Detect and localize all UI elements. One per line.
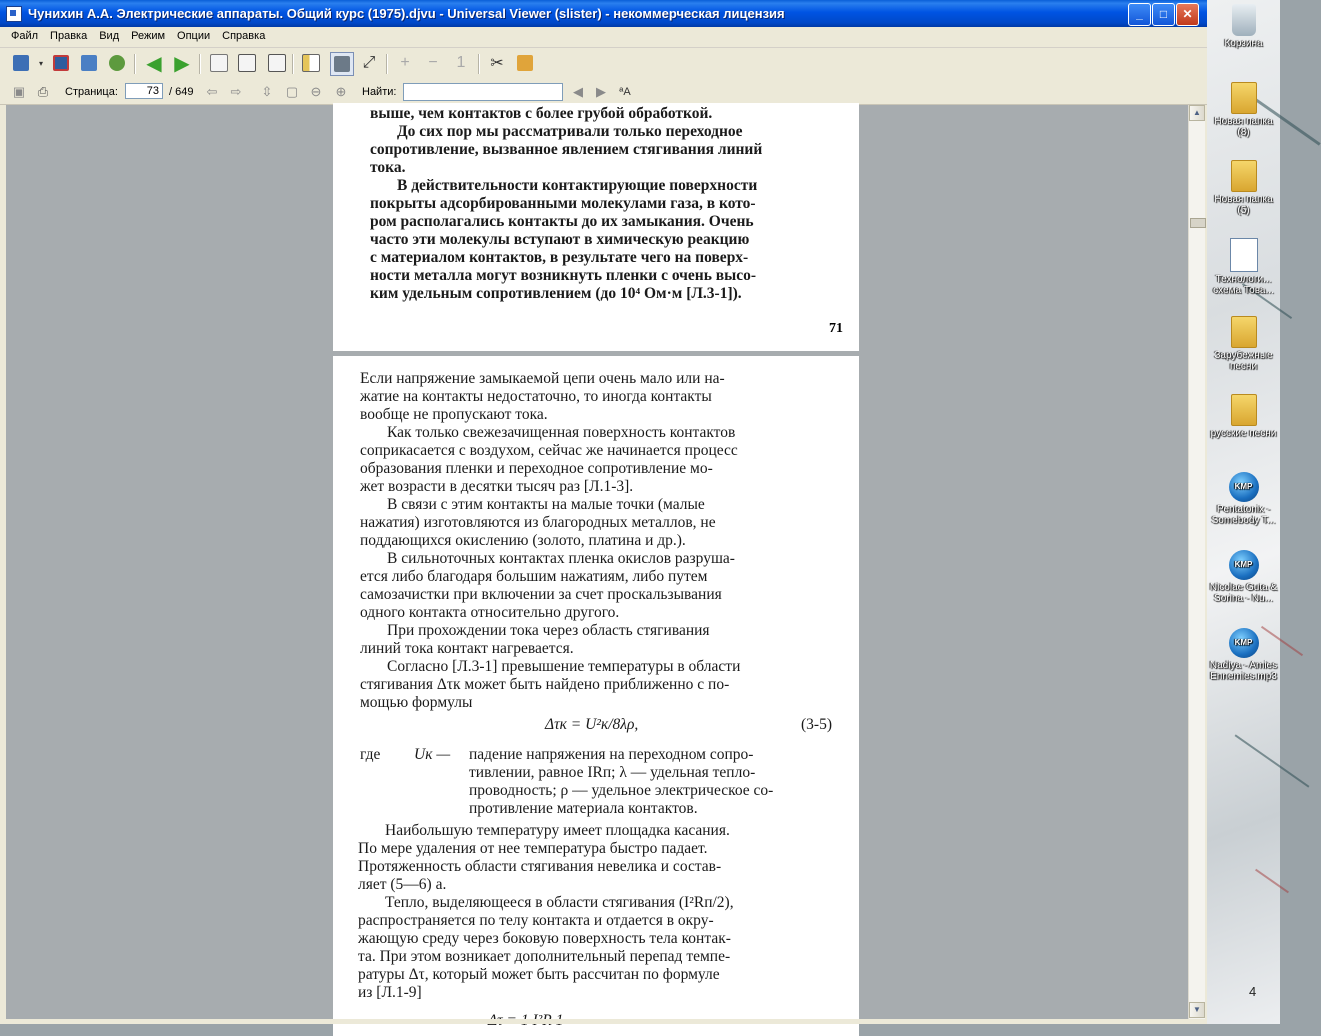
paragraph-3: В связи с этим контакты на малые точки (малые нажатия) изготовляются из благородных металлов, не поддающихся окислению (золото, платина и др.).: [360, 496, 716, 549]
goto-icon[interactable]: [266, 52, 288, 74]
recycle-bin-icon: [1232, 4, 1256, 36]
paragraph-4: В сильноточных контактах пленка окислов разруша- ется либо благодаря большим нажатиям, либо путем самозачистки при включении за счет проскальзывания одного контакта относительно другого.: [360, 550, 735, 621]
save-icon[interactable]: [50, 52, 72, 74]
desktop-icon-russian-songs[interactable]: русские песни: [1207, 394, 1280, 439]
prev-page-icon[interactable]: ⇦: [206, 84, 218, 99]
document-viewport[interactable]: [6, 105, 1188, 1019]
minimize-button[interactable]: _: [1128, 3, 1151, 26]
status-bar: [0, 1019, 1207, 1024]
case-sensitive-icon[interactable]: ªA: [619, 86, 631, 98]
menu-bar: [0, 27, 1207, 48]
paragraph-5: При прохождении тока через область стягивания линий тока контакт нагревается.: [360, 622, 710, 657]
find-prev-icon[interactable]: ◀: [573, 84, 583, 99]
kmp-media-icon: KMP: [1229, 472, 1259, 502]
navigation-toolbar: [0, 80, 1207, 105]
kmp-media-icon: KMP: [1229, 628, 1259, 658]
desktop-icon-folder-5[interactable]: Новая папка (5): [1207, 160, 1280, 216]
scroll-up-icon[interactable]: ▲: [1189, 105, 1205, 121]
print-preview-icon[interactable]: [236, 52, 258, 74]
copy-page-icon[interactable]: ▣: [12, 84, 26, 99]
scroll-thumb[interactable]: [1190, 218, 1206, 228]
where-label: где: [360, 746, 381, 763]
scroll-down-icon[interactable]: ▼: [1189, 1002, 1205, 1018]
menu-view[interactable]: Вид: [99, 30, 120, 42]
desktop-icon-pentatonix[interactable]: KMP Pentatonix - Somebody T...: [1207, 472, 1280, 526]
formula-3-5: Δτк = U²к/8λρ,: [545, 716, 639, 733]
paragraph-7: Наибольшую температуру имеет площадка касания. По мере удаления от нее температура быстро падает. Протяженность области стягивания невелика и состав- ляет (5—6) a.: [358, 822, 730, 893]
page71-text: выше, чем контактов с более грубой обработкой. До сих пор мы рассматривали только переходное сопротивление, вызванное явлением стягивания линий тока. В действительности контактирующие поверхности покрыты адсорбированными молекулами газа, в кото- ром располагались контакты до их замыкания. Очень часто эти молекулы вступают в химическую реакцию с материалом контактов, в результате чего на поверх- ности металла могут возникнуть пленки с очень высо- ким удельным сопротивлением (до 10⁴ Ом·м [Л.3-1]).: [370, 105, 763, 302]
where-symbol: Uк —: [414, 746, 451, 763]
page-label: Страница:: [65, 86, 118, 98]
fullscreen-icon[interactable]: ⤢: [362, 54, 376, 71]
desktop-corner-number: 4: [1249, 984, 1257, 999]
fit-page-icon[interactable]: ⇳: [261, 84, 273, 99]
document-page-71: [333, 103, 859, 351]
where-definition: падение напряжения на переходном сопро- тивлении, равное IRп; λ — удельная тепло- проводность; ρ — удельное электрическое со- противление материала контактов.: [469, 746, 774, 817]
window-title: Чунихин А.А. Электрические аппараты. Общий курс (1975).djvu - Universal Viewer (slister) - некоммерческая лицензия: [28, 6, 785, 21]
bookmark-icon[interactable]: [514, 52, 536, 74]
fit-width-icon[interactable]: [330, 52, 354, 76]
folder-icon: [1231, 160, 1257, 192]
menu-file[interactable]: Файл: [11, 30, 39, 42]
desktop-icon-foreign-songs[interactable]: Зарубежные песни: [1207, 316, 1280, 372]
kmp-media-icon: KMP: [1229, 550, 1259, 580]
settings-icon[interactable]: ✂: [490, 55, 504, 72]
find-next-icon[interactable]: ▶: [596, 84, 606, 99]
document-page-72: [333, 356, 859, 1036]
menu-edit[interactable]: Правка: [50, 30, 88, 42]
vertical-scrollbar[interactable]: [1188, 105, 1205, 1019]
zoom-in-icon[interactable]: +: [400, 54, 410, 71]
paragraph-6: Согласно [Л.3-1] превышение температуры в области стягивания Δτк может быть найдено приближенно с по- мощью формулы: [360, 658, 741, 711]
fit-window-icon[interactable]: ▢: [285, 84, 299, 99]
menu-mode[interactable]: Режим: [131, 30, 166, 42]
folder-icon: [1231, 394, 1257, 426]
document-icon: [1230, 238, 1258, 272]
panel-icon[interactable]: [300, 52, 322, 74]
open-dropdown-icon[interactable]: ▾: [38, 58, 43, 68]
page-number-input[interactable]: 73: [125, 83, 163, 99]
folder-icon: [1231, 82, 1257, 114]
desktop-icon-nadiya[interactable]: KMP Nadiya - Amies Ennemies.mp3: [1207, 628, 1280, 682]
paragraph-2: Как только свежезачищенная поверхность контактов соприкасается с воздухом, сейчас же начинается процесс образования пленки и переходное сопротивление мо- жет возрасти в десятки тысяч раз [Л.1-3].: [360, 424, 738, 495]
desktop-background: [1207, 0, 1280, 1024]
paragraph-1: Если напряжение замыкаемой цепи очень мало или на- жатие на контакты недостаточно, то иногда контакты вообще не пропускают тока.: [360, 370, 725, 423]
export-icon[interactable]: [78, 52, 100, 74]
page-total: / 649: [169, 86, 194, 98]
folder-icon: [1231, 316, 1257, 348]
close-button[interactable]: ✕: [1176, 3, 1199, 26]
zoom-in-small-icon[interactable]: ⊕: [335, 84, 347, 99]
zoom-out-small-icon[interactable]: ⊖: [310, 84, 322, 99]
formula-number: (3-5): [801, 716, 832, 733]
paragraph-8: Тепло, выделяющееся в области стягивания (I²Rп/2), распространяется по телу контакта и отдается в окру- жающую среду через боковую поверхность тела контак- та. При этом возникает дополнительный перепад темпе- ратуры Δτ, который может быть рассчитан по формуле из [Л.1-9]: [358, 894, 734, 1001]
zoom-out-icon[interactable]: −: [428, 54, 438, 71]
back-icon[interactable]: ◀: [146, 52, 162, 75]
forward-icon[interactable]: ▶: [174, 52, 190, 75]
find-input[interactable]: [403, 83, 563, 101]
desktop-icon-folder-8[interactable]: Новая папка (8): [1207, 82, 1280, 138]
title-bar[interactable]: [0, 0, 1207, 27]
find-label: Найти:: [362, 86, 397, 98]
recycle-icon[interactable]: [106, 52, 128, 74]
desktop-icon-nicolae-guta[interactable]: KMP Nicolae Guta & Sorina - Nu...: [1207, 550, 1280, 604]
copy-icon[interactable]: [208, 52, 230, 74]
original-size-icon[interactable]: 1: [456, 54, 466, 71]
next-page-icon[interactable]: ⇨: [230, 84, 242, 99]
menu-options[interactable]: Опции: [177, 30, 211, 42]
app-icon: [6, 6, 22, 22]
menu-help[interactable]: Справка: [222, 30, 266, 42]
open-icon[interactable]: [10, 52, 32, 74]
maximize-button[interactable]: □: [1152, 3, 1175, 26]
print-icon[interactable]: ⎙: [37, 84, 49, 99]
main-toolbar: [0, 48, 1207, 79]
page-number-71: 71: [829, 321, 843, 336]
desktop-icon-recycle-bin[interactable]: Корзина: [1207, 4, 1280, 49]
desktop-icon-tech-scheme[interactable]: Технологи... схема Това...: [1207, 238, 1280, 296]
